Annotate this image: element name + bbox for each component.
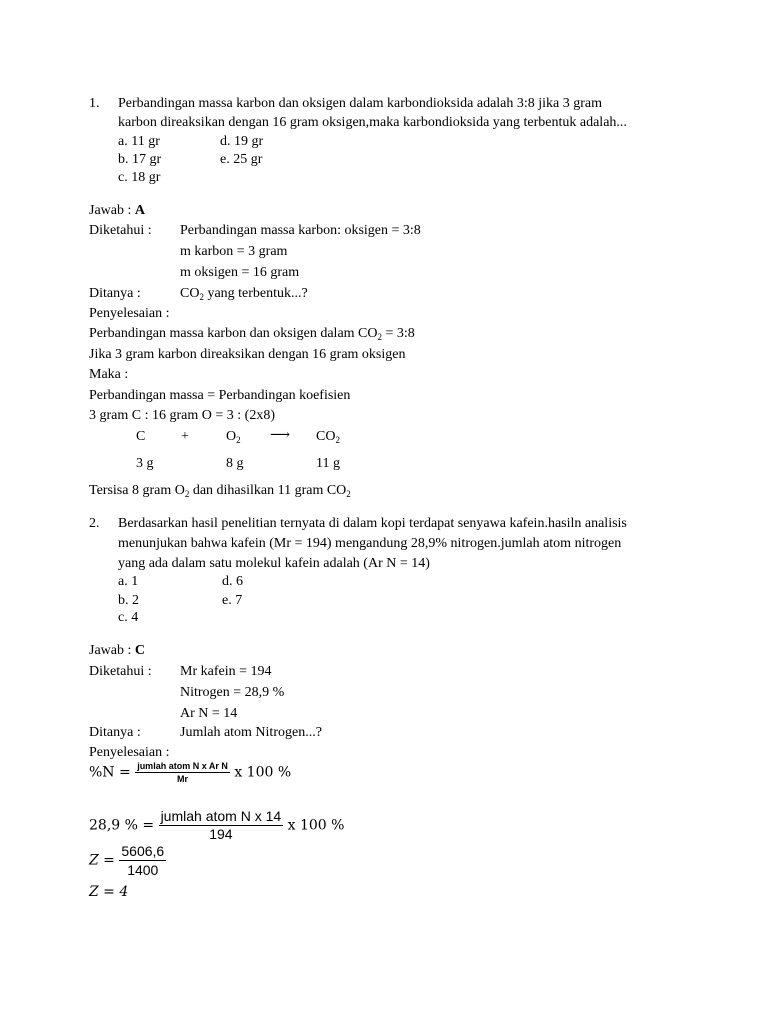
formula-substitution-fraction: $\frac{\text{jumlah atom N x 14}}{194}$ — [160, 808, 282, 842]
reaction-mass-carbon: 3 g — [136, 456, 154, 471]
q1-option-b: b. 17 gr — [118, 152, 162, 167]
q1-text-line1: Perbandingan massa karbon dan oksigen dalam karbondioksida adalah 3:8 jika 3 gram — [118, 96, 603, 111]
q1-solution-line1: Perbandingan massa karbon dan oksigen dalam $CO_2$ = 3:8 — [89, 326, 415, 342]
q2-option-b: b. 2 — [118, 593, 139, 608]
q1-option-d: d. 19 gr — [220, 134, 264, 149]
q2-option-e: e. 7 — [222, 593, 243, 608]
formula-z-fraction: Z = $\frac{5606,6}{1400}$ — [89, 843, 165, 878]
q1-answer-value: A — [134, 203, 146, 218]
q2-option-c: c. 4 — [118, 610, 139, 625]
q1-conclusion: Tersisa 8 gram $O_2$ dan dihasilkan 11 gram $CO_2$ — [89, 483, 351, 499]
q1-diketahui-3: m oksigen = 16 gram — [180, 265, 300, 280]
q2-penyelesaian-label: Penyelesaian : — [89, 745, 170, 760]
q1-text-line2: karbon direaksikan dengan 16 gram oksigen,maka karbondioksida yang terbentuk adalah... — [118, 115, 627, 130]
q1-option-a: a. 11 gr — [118, 134, 160, 149]
q1-solution-line4: Perbandingan massa = Perbandingan koefisien — [89, 388, 351, 403]
q1-diketahui-1: Perbandingan massa karbon: oksigen = 3:8 — [180, 223, 421, 238]
q2-diketahui-2: Nitrogen = 28,9 % — [180, 685, 285, 700]
reaction-carbon: C — [136, 429, 146, 444]
q2-text-line2: menunjukan bahwa kafein (Mr = 194) mengandung 28,9% nitrogen.jumlah atom nitrogen — [118, 536, 622, 551]
q1-number: 1. — [89, 96, 100, 111]
q2-diketahui-1: Mr kafein = 194 — [180, 664, 272, 679]
q1-diketahui-2: m karbon = 3 gram — [180, 244, 288, 259]
q1-solution-line2: Jika 3 gram karbon direaksikan dengan 16 gram oksigen — [89, 347, 406, 362]
reaction-co2: $CO_2$ — [316, 429, 340, 445]
q2-option-d: d. 6 — [222, 574, 243, 589]
formula-z-fraction-value: $\frac{5606,6}{1400}$ — [121, 843, 165, 878]
q1-penyelesaian-label: Penyelesaian : — [89, 306, 170, 321]
q1-ditanya: $CO_2$ yang terbentuk...? — [180, 286, 308, 302]
q1-solution-line5: 3 gram C : 16 gram O = 3 : (2x8) — [89, 408, 275, 423]
q1-solution-line3: Maka : — [89, 367, 129, 382]
q2-text-line3: yang ada dalam satu molekul kafein adalah (Ar N = 14) — [118, 556, 430, 571]
q2-ditanya: Jumlah atom Nitrogen...? — [180, 725, 322, 740]
q2-text-line1: Berdasarkan hasil penelitian ternyata di dalam kopi terdapat senyawa kafein.hasiln analisis — [118, 516, 627, 531]
reaction-mass-co2: 11 g — [316, 456, 340, 471]
q2-diketahui-3: Ar N = 14 — [180, 706, 238, 721]
formula-percent-n-fraction: $\frac{\text{jumlah atom N x Ar N}}{Mr}$ — [137, 761, 228, 784]
q1-answer: Jawab : A — [89, 203, 146, 218]
q2-diketahui-label: Diketahui : — [89, 664, 152, 679]
q1-ditanya-label: Ditanya : — [89, 286, 141, 301]
q1-option-c: c. 18 gr — [118, 170, 161, 185]
q2-answer-value: C — [134, 643, 146, 658]
reaction-oxygen: $O_2$ — [226, 429, 241, 445]
formula-z-result: Z = 4 — [89, 884, 129, 900]
q2-answer: Jawab : C — [89, 643, 146, 658]
q2-option-a: a. 1 — [118, 574, 139, 589]
q2-ditanya-label: Ditanya : — [89, 725, 141, 740]
q1-diketahui-label: Diketahui : — [89, 223, 152, 238]
formula-percent-n: %N = $\frac{\text{jumlah atom N x Ar N}}{Mr}$ x 100 % — [89, 761, 292, 784]
reaction-mass-oxygen: 8 g — [226, 456, 244, 471]
q2-number: 2. — [89, 516, 100, 531]
q1-option-e: e. 25 gr — [220, 152, 263, 167]
formula-substitution: 28,9 % = $\frac{\text{jumlah atom N x 14}}{194}$ x 100 % — [89, 808, 345, 842]
reaction-plus: + — [181, 429, 189, 444]
reaction-arrow: ⟶ — [270, 428, 291, 443]
